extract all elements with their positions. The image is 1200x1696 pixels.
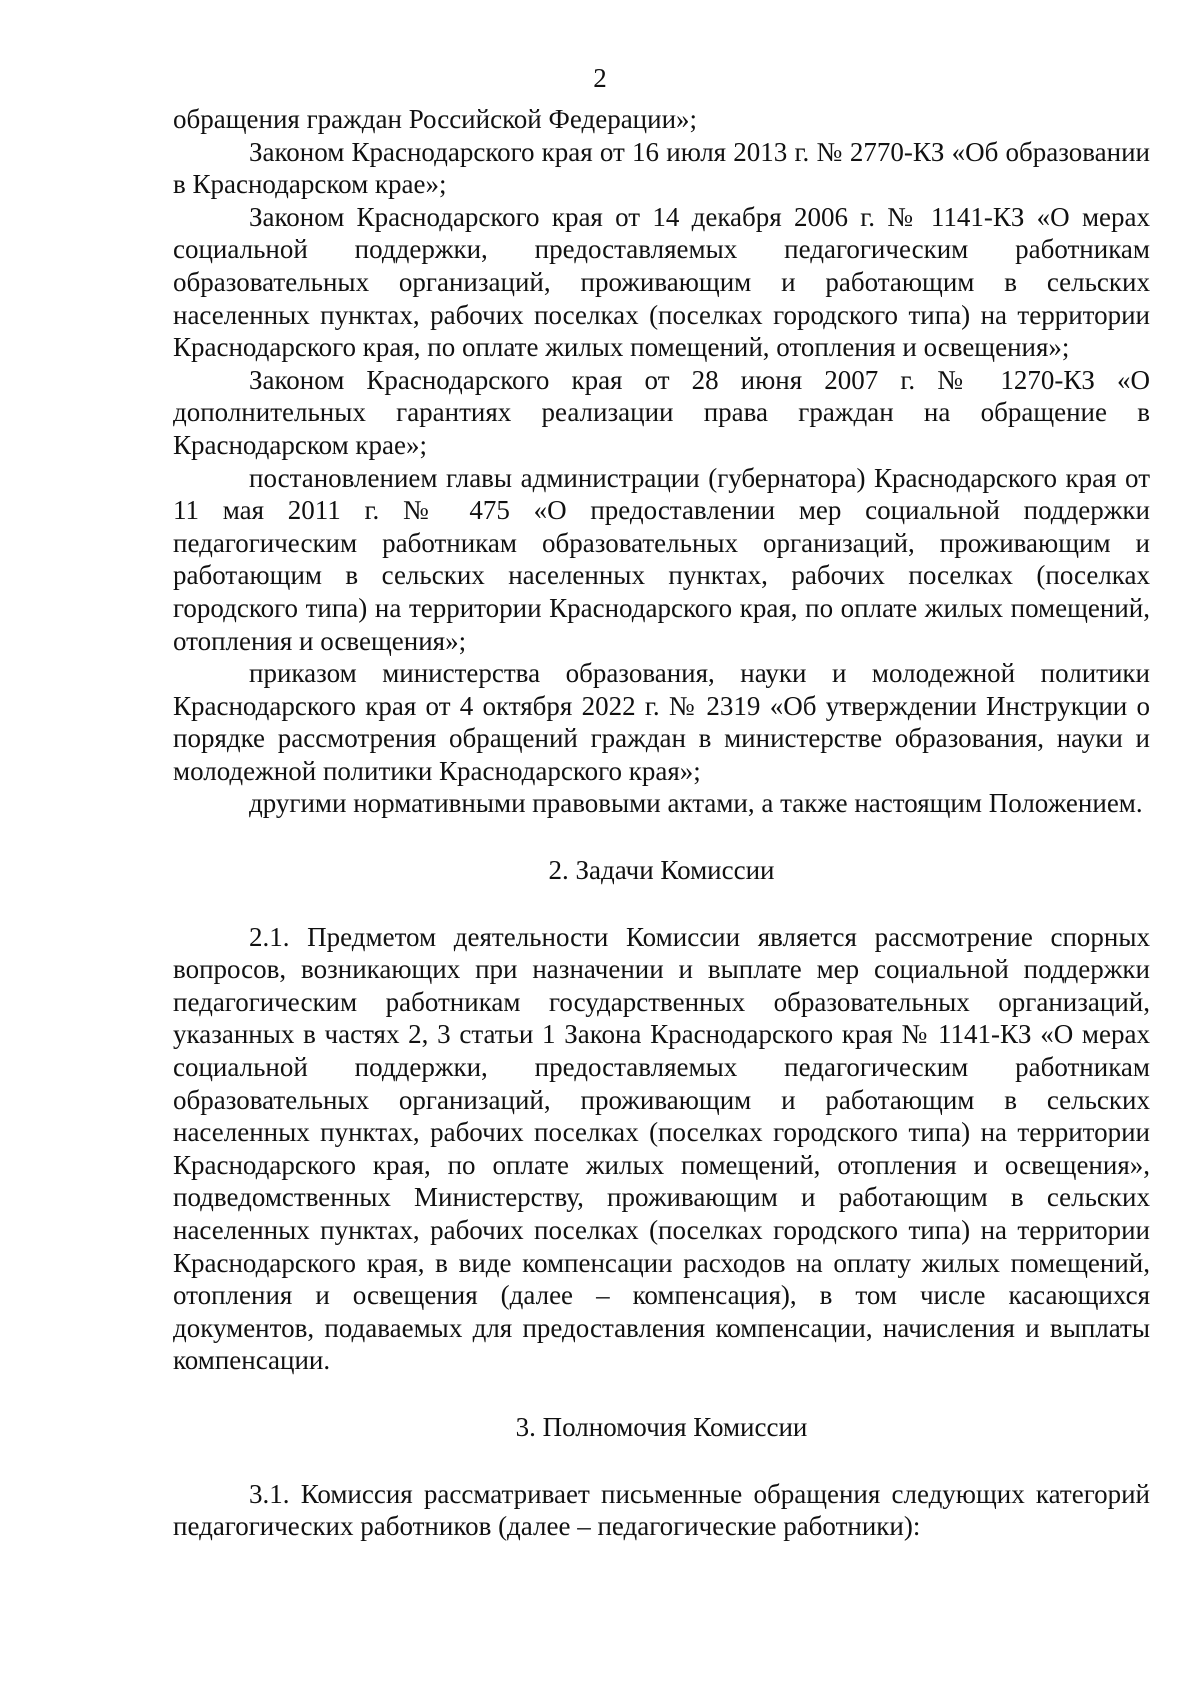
paragraph-order-2319: приказом министерства образования, науки и молодежной политики Краснодарского края от 4 октября 2022 г. № 2319 «Об утверждении Инструкции о порядке рассмотрения обращений граждан в министерстве образования, науки и молодежной политики Краснодарского края»; [173,658,1150,786]
section-3-paragraph-3-1: 3.1. Комиссия рассматривает письменные обращения следующих категорий педагогических работников (далее – педагогические работники): [173,1478,1150,1542]
paragraph-resolution-475: постановлением главы администрации (губернатора) Краснодарского края от 11 мая 2011 г. № 475 «О предоставлении мер социальной поддержки педагогическим работникам образовательных организаций, проживающим и работающим в сельских населенных пунктах, рабочих поселках (поселках городского типа) на территории Краснодарского края, по оплате жилых помещений, отопления и освещения»; [173,462,1150,656]
document-body [173,103,1150,1543]
paragraph-law-2770: Законом Краснодарского края от 16 июля 2013 г. № 2770-КЗ «Об образовании в Краснодарском крае»; [173,136,1150,200]
page-number: 2 [593,63,607,93]
paragraph-other-acts: другими нормативными правовыми актами, а также настоящим Положением. [249,788,1143,819]
paragraph-law-1270: Законом Краснодарского края от 28 июня 2007 г. № 1270-КЗ «О дополнительных гарантиях реализации права граждан на обращение в Краснодарском крае»; [173,364,1150,460]
paragraph-continuation: обращения граждан Российской Федерации»; [173,104,698,134]
section-3-heading: 3. Полномочия Комиссии [515,1411,808,1442]
section-2-heading: 2. Задачи Комиссии [548,855,775,886]
section-2-paragraph-2-1: 2.1. Предметом деятельности Комиссии является рассмотрение спорных вопросов, возникающих при назначении и выплате мер социальной поддержки педагогическим работникам государственных образовательных организаций, указанных в частях 2, 3 статьи 1 Закона Краснодарского края № 1141-КЗ «О мерах социальной поддержки, предоставляемых педагогическим работникам образовательных организаций, проживающим и работающим в сельских населенных пунктах, рабочих поселках (поселках городского типа) на территории Краснодарского края, по оплате жилых помещений, отопления и освещения», подведомственных Министерству, проживающим и работающим в сельских населенных пунктах, рабочих поселках (поселках городского типа) на территории Краснодарского края, в виде компенсации расходов на оплату жилых помещений, отопления и освещения (далее – компенсация), в том числе касающихся документов, подаваемых для предоставления компенсации, начисления и выплаты компенсации. [173,921,1150,1376]
paragraph-law-1141: Законом Краснодарского края от 14 декабря 2006 г. № 1141-КЗ «О мерах социальной поддержки, предоставляемых педагогическим работникам образовательных организаций, проживающим и работающим в сельских населенных пунктах, рабочих поселках (поселках городского типа) на территории Краснодарского края, по оплате жилых помещений, отопления и освещения»; [173,201,1150,363]
